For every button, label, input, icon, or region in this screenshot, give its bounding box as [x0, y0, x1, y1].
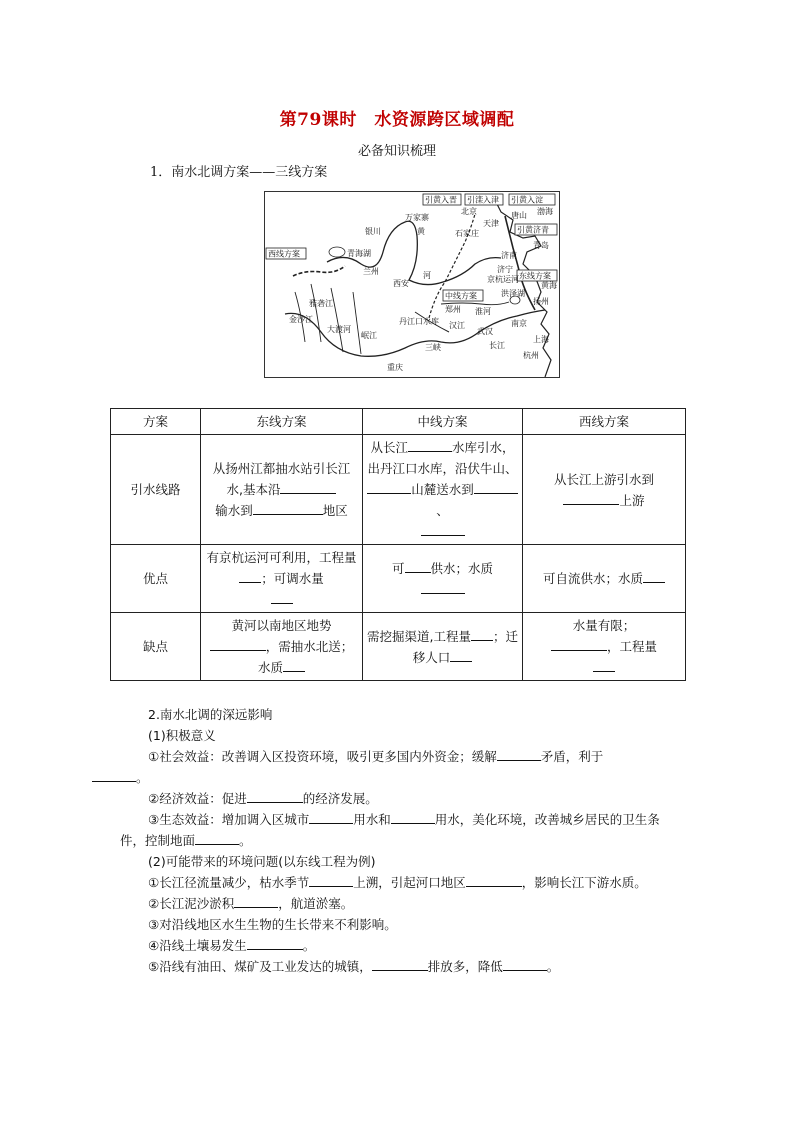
- cell-west-route: [523, 435, 686, 545]
- text: ①社会效益：改善调入区投资环境，吸引更多国内外资金；缓解: [148, 749, 497, 764]
- sub-heading-1: (1)积极意义: [148, 728, 216, 743]
- qinghai-lake-shape: [329, 247, 345, 257]
- blank-field[interactable]: [283, 657, 305, 672]
- text: 上游: [619, 492, 645, 508]
- sub-heading-2: (2)可能带来的环境问题(以东线工程为例): [148, 854, 376, 869]
- label-danjiangkou: 丹江口水库: [399, 317, 439, 326]
- text: 从扬州江都抽水站引长江水,基本沿: [212, 461, 351, 497]
- text: 供水；水质: [430, 560, 494, 576]
- text: ，影响长江下游水质。: [521, 875, 647, 890]
- label-minjiang: 岷江: [361, 331, 377, 340]
- blank-field[interactable]: [421, 521, 465, 536]
- label-wanjiazhai: 万家寨: [405, 213, 429, 222]
- blank-field[interactable]: [195, 830, 239, 845]
- label-qinghaihu: 青海湖: [347, 249, 371, 258]
- label-yinluanrujin: 引滦入津: [467, 195, 499, 205]
- label-tianjin: 天津: [483, 219, 499, 228]
- label-zhengzhou: 郑州: [445, 305, 461, 314]
- label-nanjing: 南京: [511, 319, 527, 328]
- label-jinshajiang: 金沙江: [289, 315, 313, 324]
- item-8: [120, 956, 680, 977]
- blank-field[interactable]: [563, 490, 619, 505]
- text: ⑤沿线有油田、煤矿及工业发达的城镇，: [148, 959, 372, 974]
- cell-east-cons: [201, 613, 363, 681]
- header-middle: 中线方案: [363, 409, 523, 435]
- section-2-heading: 2.南水北调的深远影响: [148, 707, 273, 722]
- text: 输水到: [215, 503, 253, 518]
- blank-field[interactable]: [551, 636, 607, 651]
- text: 。: [546, 959, 560, 974]
- label-jining: 济宁: [497, 265, 513, 274]
- text: 山麓送水到: [411, 482, 474, 497]
- blank-field[interactable]: [593, 657, 615, 672]
- label-shanghai: 上海: [533, 335, 549, 344]
- page-title: 第79课时 水资源跨区域调配: [279, 110, 515, 130]
- blank-field[interactable]: [247, 788, 303, 803]
- text: 。: [136, 770, 149, 785]
- row-label: 缺点: [111, 613, 201, 681]
- cell-west-cons: [523, 613, 686, 681]
- label-chongqing: 重庆: [387, 363, 403, 372]
- text: 矛盾，利于: [540, 749, 604, 764]
- text: ②经济效益：促进: [148, 791, 247, 806]
- label-beijing: 北京: [461, 207, 477, 216]
- label-zhongxian: 中线方案: [445, 291, 477, 301]
- row-label: 优点: [111, 545, 201, 613]
- text: 需挖掘渠道,工程量: [367, 628, 471, 644]
- label-yinhuangjiqing: 引黄济青: [517, 225, 549, 235]
- cell-middle-cons: [363, 613, 523, 681]
- plan-table: [110, 408, 686, 681]
- table-header-row: [111, 409, 686, 435]
- blank-field[interactable]: [474, 479, 518, 494]
- cell-middle-pros: [363, 545, 523, 613]
- label-bohai: 渤海: [537, 207, 553, 216]
- blank-field[interactable]: [391, 809, 435, 824]
- label-sanxia: 三峡: [425, 343, 441, 352]
- text: 可: [391, 560, 405, 576]
- blank-field[interactable]: [92, 767, 136, 782]
- text: 、: [436, 503, 449, 518]
- label-hanjiang: 汉江: [449, 321, 465, 330]
- blank-field[interactable]: [408, 437, 452, 452]
- section-2: [120, 704, 680, 977]
- blank-field[interactable]: [450, 647, 472, 662]
- text: 上溯，引起河口地区: [353, 875, 466, 890]
- item-5: [120, 893, 680, 914]
- label-xian: 西安: [393, 279, 409, 288]
- blank-field[interactable]: [253, 500, 323, 515]
- blank-field[interactable]: [247, 935, 303, 950]
- label-huanghe-2: 河: [423, 271, 431, 280]
- text: 排放多，降低: [427, 959, 503, 974]
- section-1-heading: 1．南水北调方案——三线方案: [150, 165, 328, 180]
- label-wuhan: 武汉: [477, 327, 493, 336]
- label-jinghang: 京杭运河: [487, 275, 519, 284]
- label-hangzhou: 杭州: [523, 351, 539, 360]
- text: 的经济发展。: [302, 791, 378, 806]
- label-xixian: 西线方案: [268, 249, 300, 259]
- text: ，工程量: [606, 639, 657, 654]
- blank-field[interactable]: [210, 636, 266, 651]
- blank-field[interactable]: [239, 568, 261, 583]
- label-dongxian: 东线方案: [519, 271, 551, 281]
- text: ；可调水量: [261, 571, 324, 586]
- blank-field[interactable]: [234, 893, 278, 908]
- item-2: [120, 788, 680, 809]
- text: 水量有限；: [572, 618, 636, 633]
- label-daduhe: 大渡河: [327, 325, 351, 334]
- cell-east-pros: [201, 545, 363, 613]
- blank-field[interactable]: [471, 626, 493, 641]
- text: 。: [239, 833, 252, 848]
- label-yinchuan: 银川: [365, 227, 381, 236]
- label-yinhuangrudian: 引黄入淀: [511, 195, 543, 205]
- label-yinhuangrujin: 引黄入晋: [425, 195, 457, 205]
- text: 从长江上游引水到: [553, 471, 654, 487]
- text: ④沿线土壤易发生: [148, 938, 247, 953]
- label-huanghai: 黄海: [541, 281, 557, 290]
- label-yalongjiang: 雅砻江: [309, 299, 333, 308]
- row-label: 引水线路: [111, 435, 201, 545]
- label-huanghe-1: 黄: [417, 227, 425, 236]
- label-lanzhou: 兰州: [363, 267, 379, 276]
- label-hongzehu: 洪泽湖: [501, 289, 525, 298]
- label-tangshan: 唐山: [511, 211, 527, 220]
- header-west: 西线方案: [523, 409, 686, 435]
- blank-field[interactable]: [309, 809, 353, 824]
- label-jinan: 济南: [501, 251, 517, 260]
- text: ，需抽水北送；水质: [257, 639, 354, 675]
- header-east: 东线方案: [201, 409, 363, 435]
- blank-field[interactable]: [503, 956, 547, 971]
- text: 用水，美化环境，改善城乡居民的卫生条件，控制地面: [120, 812, 660, 848]
- blank-field[interactable]: [421, 579, 465, 594]
- text: ①长江径流量减少，枯水季节: [148, 875, 310, 890]
- cell-middle-route: [363, 435, 523, 545]
- text: 有京杭运河可利用，工程量: [206, 550, 357, 565]
- text: 从长江: [370, 440, 408, 455]
- cell-west-pros: [523, 545, 686, 613]
- blank-field[interactable]: [372, 956, 428, 971]
- item-7: [120, 935, 680, 956]
- west-route-line: [293, 266, 345, 276]
- blank-field[interactable]: [367, 479, 411, 494]
- text: 可自流供水；水质: [542, 571, 643, 586]
- dadu-river-line: [331, 288, 343, 352]
- south-north-water-map: [264, 191, 560, 378]
- item-1: [120, 746, 680, 788]
- label-changjiang: 长江: [489, 341, 505, 350]
- blank-field[interactable]: [405, 558, 431, 573]
- text: ③生态效益：增加调入区城市: [148, 812, 310, 827]
- subtitle: 必备知识梳理: [357, 144, 436, 159]
- blank-field[interactable]: [643, 568, 665, 583]
- label-qingdao: 青岛: [533, 241, 549, 250]
- text: 黄河以南地区地势: [231, 618, 332, 633]
- blank-field[interactable]: [309, 872, 353, 887]
- blank-field[interactable]: [271, 589, 293, 604]
- text: ；迁移人口: [412, 628, 518, 665]
- text: 水库引水，出丹江口水库，沿伏牛山、: [367, 440, 518, 476]
- label-huaihe: 淮河: [475, 307, 491, 316]
- text: ，航道淤塞。: [278, 896, 354, 911]
- text: ②长江泥沙淤积: [148, 896, 235, 911]
- header-plan: 方案: [111, 409, 201, 435]
- cell-east-route: [201, 435, 363, 545]
- yalong-river-line: [311, 284, 321, 342]
- min-river-line: [353, 292, 361, 354]
- map-svg: [265, 192, 559, 377]
- text: 。: [302, 938, 316, 953]
- table-row: [111, 613, 686, 681]
- item-6: ③对沿线地区水生生物的生长带来不利影响。: [148, 917, 397, 932]
- blank-field[interactable]: [280, 479, 336, 494]
- blank-field[interactable]: [466, 872, 522, 887]
- label-shijiazhuang: 石家庄: [455, 229, 479, 238]
- text: 地区: [322, 503, 348, 518]
- blank-field[interactable]: [497, 746, 541, 761]
- item-4: [120, 872, 680, 893]
- text: 用水和: [353, 812, 391, 827]
- label-yangzhou: 扬州: [533, 297, 549, 306]
- table-row: [111, 435, 686, 545]
- table-row: [111, 545, 686, 613]
- item-3: [120, 809, 680, 851]
